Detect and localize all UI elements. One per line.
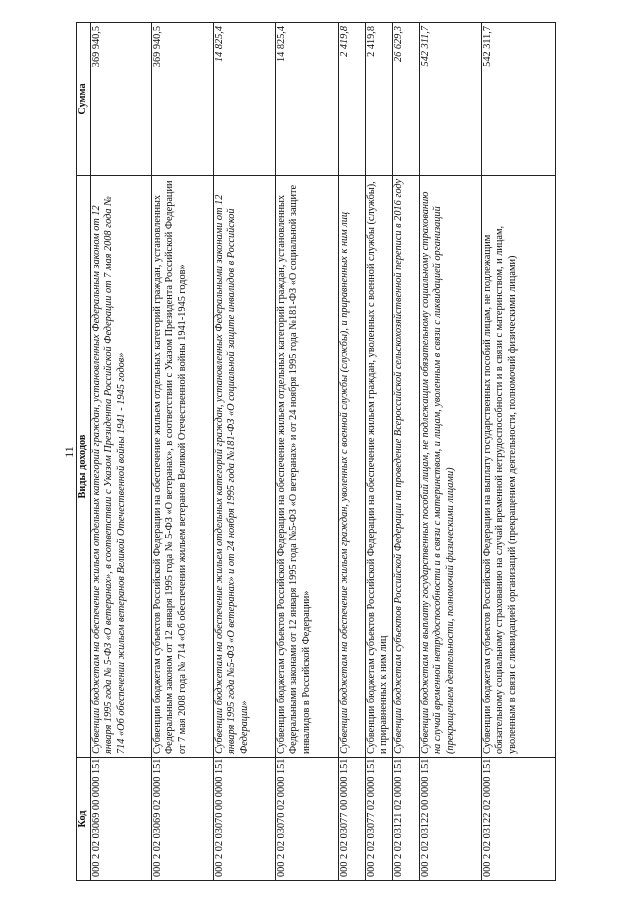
row-sum: 14 825,4 — [214, 23, 276, 176]
table-header-row — [77, 23, 91, 881]
table-row — [482, 23, 556, 881]
row-sum: 2 419,8 — [366, 23, 393, 176]
revenue-table — [76, 22, 556, 881]
row-sum: 369 940,5 — [91, 23, 152, 176]
table-row — [420, 23, 482, 881]
row-name: Субвенции бюджетам на обеспечение жильем отдельных категорий граждан, установленных Федеральным законом от 12 января 1995 года № 5-ФЗ «О ветеранах», в соответствии с Указом Президента Российской Федерации от 7 мая 2008 года № 714 «Об обеспечении жильем ветеранов Великой Отечественной войны 1941 - 1945 годов» — [91, 176, 152, 758]
row-name: Субвенции бюджетам субъектов Российской Федерации на обеспечение жильем отдельных категорий граждан, установленных Федеральным законом от 12 января 1995 года № 5-ФЗ «О ветеранах», в соответствии с Указом Президента Российской Федерации от 7 мая 2008 года № 714 «Об обеспечении жильем ветеранов Великой Отечественной войны 1941-1945 годов» — [152, 176, 214, 758]
row-name: Субвенции бюджетам на выплату государственных пособий лицам, не подлежащим обязательному социальному страхованию на случай временной нетрудоспособности и в связи с материнством, и лицам, уволенным в связи с ликвидацией организаций (прекращением деятельности, полномочий физическими лицами) — [420, 176, 482, 758]
row-code: 000 2 02 03122 02 0000 151 — [482, 758, 556, 881]
row-name: Субвенции бюджетам субъектов Российской Федерации на обеспечение жильем отдельных категорий граждан, установленных Федеральными законами от 12 января 1995 года №5-ФЗ «О ветеранах» и от 24 ноября 1995 года №181-ФЗ «О социальной защите инвалидов в Российской Федерации» — [276, 176, 339, 758]
table-row — [276, 23, 339, 881]
table-row — [214, 23, 276, 881]
row-name: Субвенции бюджетам субъектов Российской Федерации на выплату государственных пособий лицам, не подлежащим обязательному социальному страхованию на случай временной нетрудоспособности и в связи с материнством, и лицам, уволенным в связи с ликвидацией организаций (прекращением деятельности, полномочий физическими лицами) — [482, 176, 556, 758]
table-row — [91, 23, 152, 881]
header-revenue-type: Виды доходов — [77, 176, 91, 758]
row-name: Субвенции бюджетам субъектов Российской Федерации на обеспечение жильем граждан, уволенных с военной службы (службы), и приравненных к ним лиц — [366, 176, 393, 758]
row-code: 000 2 02 03122 00 0000 151 — [420, 758, 482, 881]
row-code: 000 2 02 03121 02 0000 151 — [393, 758, 420, 881]
row-name: Субвенции бюджетам субъектов Российской Федерации на проведение Всероссийской сельскохозяйственной переписи в 2016 году — [393, 176, 420, 758]
row-sum: 2 419,8 — [339, 23, 366, 176]
table-row — [366, 23, 393, 881]
table-row — [339, 23, 366, 881]
row-code: 000 2 02 03070 02 0000 151 — [276, 758, 339, 881]
row-name: Субвенции бюджетам на обеспечение жильем граждан, уволенных с военной службы (службы), и приравненных к ним лиц — [339, 176, 366, 758]
row-sum: 542 311,7 — [482, 23, 556, 176]
table-row — [393, 23, 420, 881]
row-sum: 542 311,7 — [420, 23, 482, 176]
document-page — [62, 23, 578, 881]
row-sum: 14 825,4 — [276, 23, 339, 176]
row-code: 000 2 02 03070 00 0000 151 — [214, 758, 276, 881]
row-code: 000 2 02 03069 00 0000 151 — [91, 758, 152, 881]
row-sum: 26 629,3 — [393, 23, 420, 176]
row-sum: 369 940,5 — [152, 23, 214, 176]
table-row — [152, 23, 214, 881]
header-code: Код — [77, 758, 91, 881]
row-name: Субвенции бюджетам на обеспечение жильем отдельных категорий граждан, установленных Федеральными законами от 12 января 1995 года №5-ФЗ «О ветеранах» и от 24 ноября 1995 года №181-ФЗ «О социальной защите инвалидов в Российской Федерации» — [214, 176, 276, 758]
row-code: 000 2 02 03077 02 0000 151 — [366, 758, 393, 881]
row-code: 000 2 02 03077 00 0000 151 — [339, 758, 366, 881]
row-code: 000 2 02 03069 02 0000 151 — [152, 758, 214, 881]
header-sum: Сумма — [77, 23, 91, 176]
page-number: 11 — [62, 446, 76, 458]
